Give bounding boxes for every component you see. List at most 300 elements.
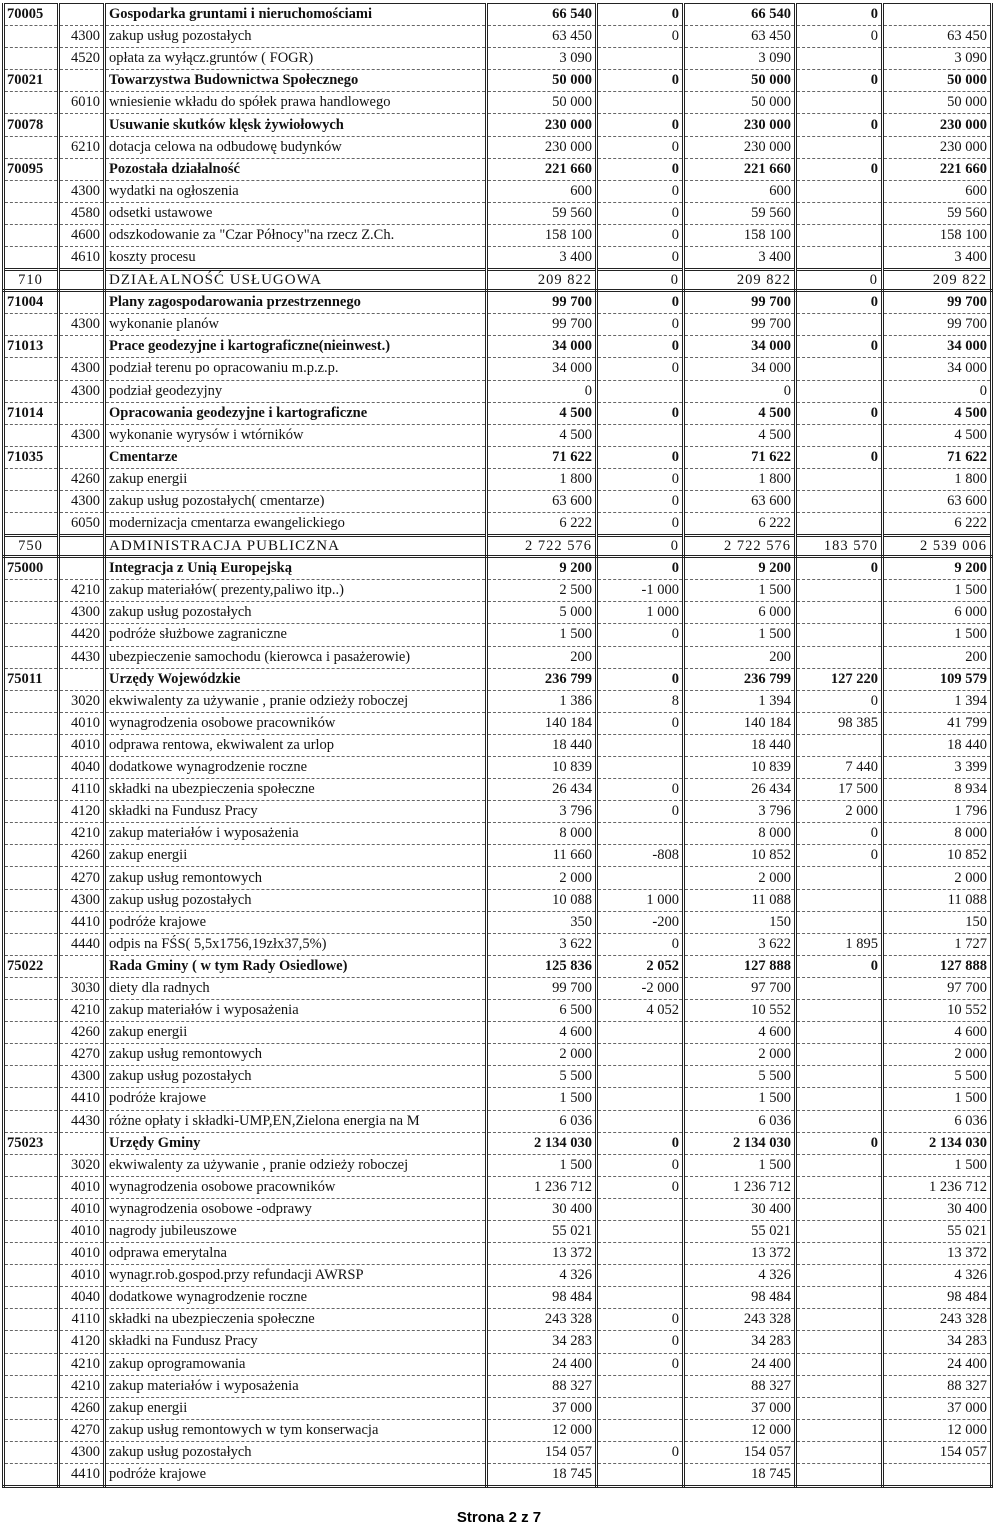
plan-after-change-cell: 6 222 (684, 513, 796, 536)
plan-amount-cell: 5 000 (487, 602, 597, 624)
description-cell: zakup energii (105, 1397, 487, 1419)
section-number-cell (4, 92, 59, 114)
section-number-cell (4, 1220, 59, 1242)
change-amount-cell: 0 (597, 202, 684, 224)
section-number-cell: 71035 (4, 446, 59, 468)
table-row (4, 690, 992, 712)
section-row (4, 270, 992, 291)
paragraph-code-cell: 3020 (59, 1154, 105, 1176)
chapter-row (4, 402, 992, 424)
plan-after-change-cell: 4 500 (684, 402, 796, 424)
chapter-row (4, 158, 992, 180)
description-cell: odprawa rentowa, ekwiwalent za urlop (105, 734, 487, 756)
table-row (4, 1088, 992, 1110)
paragraph-code-cell: 3030 (59, 977, 105, 999)
plan-after-change-cell: 50 000 (684, 92, 796, 114)
section-number-cell (4, 646, 59, 668)
salaries-amount-cell (796, 734, 883, 756)
plan-after-change-cell: 230 000 (684, 136, 796, 158)
table-row (4, 624, 992, 646)
paragraph-code-cell: 4260 (59, 468, 105, 490)
other-expenses-cell: 63 600 (883, 490, 992, 512)
description-cell: zakup energii (105, 1022, 487, 1044)
plan-amount-cell: 99 700 (487, 314, 597, 336)
change-amount-cell: 0 (597, 114, 684, 136)
salaries-amount-cell (796, 490, 883, 512)
salaries-amount-cell: 17 500 (796, 779, 883, 801)
plan-amount-cell: 4 500 (487, 402, 597, 424)
table-row (4, 468, 992, 490)
section-number-cell (4, 468, 59, 490)
other-expenses-cell: 4 500 (883, 424, 992, 446)
salaries-amount-cell: 0 (796, 557, 883, 580)
description-cell: zakup energii (105, 468, 487, 490)
plan-amount-cell: 230 000 (487, 114, 597, 136)
description-cell: podział geodezyjny (105, 380, 487, 402)
section-number-cell (4, 1353, 59, 1375)
plan-amount-cell: 37 000 (487, 1397, 597, 1419)
plan-amount-cell: 2 000 (487, 867, 597, 889)
section-number-cell (4, 1331, 59, 1353)
change-amount-cell (597, 1464, 684, 1487)
description-cell: zakup materiałów i wyposażenia (105, 823, 487, 845)
change-amount-cell: -2 000 (597, 977, 684, 999)
section-number-cell (4, 734, 59, 756)
plan-after-change-cell: 127 888 (684, 955, 796, 977)
description-cell: dotacja celowa na odbudowę budynków (105, 136, 487, 158)
plan-amount-cell: 1 500 (487, 1154, 597, 1176)
change-amount-cell: 0 (597, 624, 684, 646)
section-number-cell (4, 224, 59, 246)
section-number-cell (4, 1198, 59, 1220)
salaries-amount-cell: 0 (796, 955, 883, 977)
description-cell: zakup usług pozostałych (105, 889, 487, 911)
plan-after-change-cell: 59 560 (684, 202, 796, 224)
salaries-amount-cell: 0 (796, 26, 883, 48)
paragraph-code-cell: 4300 (59, 380, 105, 402)
section-number-cell: 710 (4, 270, 59, 291)
other-expenses-cell (883, 1464, 992, 1487)
paragraph-code-cell: 4010 (59, 734, 105, 756)
plan-after-change-cell: 30 400 (684, 1198, 796, 1220)
change-amount-cell: 0 (597, 4, 684, 26)
description-cell: opłata za wyłącz.gruntów ( FOGR) (105, 48, 487, 70)
other-expenses-cell: 97 700 (883, 977, 992, 999)
other-expenses-cell: 5 500 (883, 1066, 992, 1088)
change-amount-cell: 8 (597, 690, 684, 712)
change-amount-cell (597, 1044, 684, 1066)
paragraph-code-cell: 4300 (59, 424, 105, 446)
plan-amount-cell: 600 (487, 180, 597, 202)
other-expenses-cell: 1 500 (883, 624, 992, 646)
other-expenses-cell (883, 4, 992, 26)
plan-amount-cell: 2 500 (487, 580, 597, 602)
description-cell: Gospodarka gruntami i nieruchomościami (105, 4, 487, 26)
plan-amount-cell: 9 200 (487, 557, 597, 580)
salaries-amount-cell (796, 1419, 883, 1441)
plan-after-change-cell: 6 036 (684, 1110, 796, 1132)
paragraph-code-cell: 4210 (59, 823, 105, 845)
description-cell: wynagrodzenia osobowe pracowników (105, 712, 487, 734)
description-cell: zakup usług pozostałych (105, 1066, 487, 1088)
table-row (4, 1464, 992, 1487)
salaries-amount-cell (796, 1309, 883, 1331)
paragraph-code-cell: 4300 (59, 1441, 105, 1463)
change-amount-cell: 0 (597, 933, 684, 955)
plan-after-change-cell: 140 184 (684, 712, 796, 734)
paragraph-code-cell (59, 114, 105, 136)
change-amount-cell: 0 (597, 358, 684, 380)
paragraph-code-cell: 4580 (59, 202, 105, 224)
plan-amount-cell: 1 500 (487, 624, 597, 646)
plan-amount-cell: 10 088 (487, 889, 597, 911)
other-expenses-cell: 12 000 (883, 1419, 992, 1441)
plan-amount-cell: 50 000 (487, 70, 597, 92)
paragraph-code-cell: 4520 (59, 48, 105, 70)
change-amount-cell (597, 1375, 684, 1397)
salaries-amount-cell: 127 220 (796, 668, 883, 690)
salaries-amount-cell (796, 624, 883, 646)
description-cell: Pozostała działalność (105, 158, 487, 180)
description-cell: podróże krajowe (105, 1464, 487, 1487)
paragraph-code-cell: 6010 (59, 92, 105, 114)
plan-amount-cell: 236 799 (487, 668, 597, 690)
change-amount-cell (597, 1397, 684, 1419)
description-cell: Urzędy Wojewódzkie (105, 668, 487, 690)
section-number-cell (4, 1243, 59, 1265)
salaries-amount-cell: 0 (796, 70, 883, 92)
paragraph-code-cell: 4300 (59, 358, 105, 380)
description-cell: składki na Fundusz Pracy (105, 801, 487, 823)
salaries-amount-cell (796, 977, 883, 999)
paragraph-code-cell: 4300 (59, 490, 105, 512)
other-expenses-cell: 6 036 (883, 1110, 992, 1132)
plan-after-change-cell: 63 600 (684, 490, 796, 512)
section-number-cell (4, 1265, 59, 1287)
salaries-amount-cell (796, 247, 883, 270)
section-number-cell: 71013 (4, 336, 59, 358)
description-cell: ADMINISTRACJA PUBLICZNA (105, 536, 487, 557)
description-cell: zakup materiałów( prezenty,paliwo itp..) (105, 580, 487, 602)
salaries-amount-cell: 0 (796, 291, 883, 314)
table-row (4, 1287, 992, 1309)
other-expenses-cell: 41 799 (883, 712, 992, 734)
other-expenses-cell: 30 400 (883, 1198, 992, 1220)
salaries-amount-cell: 0 (796, 114, 883, 136)
plan-after-change-cell: 4 500 (684, 424, 796, 446)
other-expenses-cell: 230 000 (883, 114, 992, 136)
description-cell: Cmentarze (105, 446, 487, 468)
section-number-cell (4, 1464, 59, 1487)
description-cell: nagrody jubileuszowe (105, 1220, 487, 1242)
change-amount-cell: 0 (597, 402, 684, 424)
plan-after-change-cell: 150 (684, 911, 796, 933)
salaries-amount-cell: 2 000 (796, 801, 883, 823)
table-row (4, 646, 992, 668)
paragraph-code-cell: 4420 (59, 624, 105, 646)
table-row (4, 757, 992, 779)
section-number-cell (4, 690, 59, 712)
paragraph-code-cell (59, 336, 105, 358)
section-number-cell (4, 1022, 59, 1044)
plan-after-change-cell: 1 500 (684, 1088, 796, 1110)
change-amount-cell: 0 (597, 490, 684, 512)
other-expenses-cell: 10 552 (883, 1000, 992, 1022)
description-cell: składki na Fundusz Pracy (105, 1331, 487, 1353)
section-number-cell (4, 48, 59, 70)
plan-after-change-cell: 236 799 (684, 668, 796, 690)
section-number-cell (4, 314, 59, 336)
salaries-amount-cell (796, 1287, 883, 1309)
description-cell: podróże krajowe (105, 911, 487, 933)
description-cell: podział terenu po opracowaniu m.p.z.p. (105, 358, 487, 380)
plan-after-change-cell: 2 722 576 (684, 536, 796, 557)
description-cell: ekwiwalenty za używanie , pranie odzieży roboczej (105, 1154, 487, 1176)
change-amount-cell: 0 (597, 1176, 684, 1198)
other-expenses-cell: 18 440 (883, 734, 992, 756)
paragraph-code-cell (59, 536, 105, 557)
salaries-amount-cell (796, 424, 883, 446)
other-expenses-cell: 11 088 (883, 889, 992, 911)
change-amount-cell: 0 (597, 1132, 684, 1154)
other-expenses-cell: 1 727 (883, 933, 992, 955)
section-number-cell (4, 1309, 59, 1331)
paragraph-code-cell (59, 668, 105, 690)
table-row (4, 889, 992, 911)
salaries-amount-cell (796, 513, 883, 536)
paragraph-code-cell: 4010 (59, 1198, 105, 1220)
plan-amount-cell: 230 000 (487, 136, 597, 158)
description-cell: różne opłaty i składki-UMP,EN,Zielona energia na M (105, 1110, 487, 1132)
other-expenses-cell: 4 326 (883, 1265, 992, 1287)
table-row (4, 1353, 992, 1375)
salaries-amount-cell: 0 (796, 270, 883, 291)
plan-amount-cell: 209 822 (487, 270, 597, 291)
salaries-amount-cell (796, 1375, 883, 1397)
other-expenses-cell: 2 539 006 (883, 536, 992, 557)
plan-amount-cell: 200 (487, 646, 597, 668)
section-number-cell: 75023 (4, 1132, 59, 1154)
paragraph-code-cell: 4410 (59, 1088, 105, 1110)
table-row (4, 1044, 992, 1066)
section-number-cell (4, 180, 59, 202)
plan-amount-cell: 6 500 (487, 1000, 597, 1022)
table-row (4, 490, 992, 512)
plan-after-change-cell: 12 000 (684, 1419, 796, 1441)
table-row (4, 823, 992, 845)
salaries-amount-cell: 0 (796, 446, 883, 468)
plan-after-change-cell: 209 822 (684, 270, 796, 291)
other-expenses-cell: 6 000 (883, 602, 992, 624)
change-amount-cell: 0 (597, 1309, 684, 1331)
table-row (4, 1176, 992, 1198)
section-number-cell (4, 757, 59, 779)
table-row (4, 1419, 992, 1441)
change-amount-cell: 0 (597, 247, 684, 270)
plan-amount-cell: 71 622 (487, 446, 597, 468)
table-row (4, 1198, 992, 1220)
description-cell: Rada Gminy ( w tym Rady Osiedlowe) (105, 955, 487, 977)
change-amount-cell (597, 1110, 684, 1132)
plan-after-change-cell: 10 552 (684, 1000, 796, 1022)
paragraph-code-cell: 4210 (59, 1375, 105, 1397)
section-number-cell (4, 580, 59, 602)
table-row (4, 136, 992, 158)
change-amount-cell (597, 1022, 684, 1044)
change-amount-cell: 0 (597, 446, 684, 468)
other-expenses-cell: 1 500 (883, 1154, 992, 1176)
chapter-row (4, 4, 992, 26)
description-cell: ubezpieczenie samochodu (kierowca i pasażerowie) (105, 646, 487, 668)
description-cell: ekwiwalenty za używanie , pranie odzieży roboczej (105, 690, 487, 712)
table-row (4, 801, 992, 823)
plan-amount-cell: 140 184 (487, 712, 597, 734)
description-cell: Prace geodezyjne i kartograficzne(nieinwest.) (105, 336, 487, 358)
section-number-cell (4, 1154, 59, 1176)
description-cell: Plany zagospodarowania przestrzennego (105, 291, 487, 314)
other-expenses-cell: 4 500 (883, 402, 992, 424)
salaries-amount-cell (796, 1088, 883, 1110)
plan-after-change-cell: 99 700 (684, 314, 796, 336)
section-number-cell (4, 801, 59, 823)
other-expenses-cell: 230 000 (883, 136, 992, 158)
other-expenses-cell: 0 (883, 380, 992, 402)
description-cell: odsetki ustawowe (105, 202, 487, 224)
plan-after-change-cell: 1 500 (684, 580, 796, 602)
salaries-amount-cell: 0 (796, 823, 883, 845)
chapter-row (4, 446, 992, 468)
change-amount-cell (597, 1198, 684, 1220)
change-amount-cell: 0 (597, 270, 684, 291)
table-row (4, 1397, 992, 1419)
change-amount-cell: 0 (597, 224, 684, 246)
table-row (4, 247, 992, 270)
plan-after-change-cell: 1 500 (684, 1154, 796, 1176)
change-amount-cell (597, 867, 684, 889)
paragraph-code-cell: 6210 (59, 136, 105, 158)
plan-after-change-cell: 11 088 (684, 889, 796, 911)
salaries-amount-cell (796, 380, 883, 402)
other-expenses-cell: 150 (883, 911, 992, 933)
description-cell: podróże służbowe zagraniczne (105, 624, 487, 646)
table-row (4, 1220, 992, 1242)
plan-amount-cell: 18 745 (487, 1464, 597, 1487)
description-cell: składki na ubezpieczenia społeczne (105, 1309, 487, 1331)
other-expenses-cell: 55 021 (883, 1220, 992, 1242)
other-expenses-cell: 1 500 (883, 1088, 992, 1110)
salaries-amount-cell (796, 1353, 883, 1375)
description-cell: wniesienie wkładu do spółek prawa handlowego (105, 92, 487, 114)
paragraph-code-cell: 4120 (59, 801, 105, 823)
change-amount-cell: 0 (597, 336, 684, 358)
change-amount-cell (597, 1287, 684, 1309)
other-expenses-cell: 3 400 (883, 247, 992, 270)
plan-after-change-cell: 200 (684, 646, 796, 668)
plan-after-change-cell: 3 400 (684, 247, 796, 270)
change-amount-cell: 2 052 (597, 955, 684, 977)
paragraph-code-cell: 4410 (59, 911, 105, 933)
salaries-amount-cell (796, 1044, 883, 1066)
paragraph-code-cell: 4270 (59, 1419, 105, 1441)
change-amount-cell: 0 (597, 1331, 684, 1353)
section-number-cell: 71004 (4, 291, 59, 314)
section-number-cell (4, 1088, 59, 1110)
section-number-cell (4, 1375, 59, 1397)
description-cell: dodatkowe wynagrodzenie roczne (105, 1287, 487, 1309)
section-number-cell (4, 1044, 59, 1066)
paragraph-code-cell (59, 270, 105, 291)
other-expenses-cell: 3 399 (883, 757, 992, 779)
section-number-cell (4, 602, 59, 624)
other-expenses-cell: 2 000 (883, 867, 992, 889)
section-number-cell: 75011 (4, 668, 59, 690)
salaries-amount-cell (796, 580, 883, 602)
other-expenses-cell: 24 400 (883, 1353, 992, 1375)
paragraph-code-cell: 4440 (59, 933, 105, 955)
table-row (4, 224, 992, 246)
plan-after-change-cell: 26 434 (684, 779, 796, 801)
plan-after-change-cell: 24 400 (684, 1353, 796, 1375)
description-cell: Opracowania geodezyjne i kartograficzne (105, 402, 487, 424)
plan-amount-cell: 98 484 (487, 1287, 597, 1309)
change-amount-cell: 0 (597, 180, 684, 202)
change-amount-cell: 0 (597, 468, 684, 490)
salaries-amount-cell (796, 1397, 883, 1419)
plan-amount-cell: 88 327 (487, 1375, 597, 1397)
change-amount-cell: 0 (597, 158, 684, 180)
other-expenses-cell: 127 888 (883, 955, 992, 977)
change-amount-cell: 0 (597, 314, 684, 336)
other-expenses-cell: 243 328 (883, 1309, 992, 1331)
plan-amount-cell: 18 440 (487, 734, 597, 756)
section-number-cell (4, 358, 59, 380)
salaries-amount-cell (796, 468, 883, 490)
plan-after-change-cell: 10 852 (684, 845, 796, 867)
salaries-amount-cell: 98 385 (796, 712, 883, 734)
paragraph-code-cell (59, 955, 105, 977)
table-row (4, 314, 992, 336)
other-expenses-cell: 99 700 (883, 314, 992, 336)
salaries-amount-cell (796, 1441, 883, 1463)
paragraph-code-cell: 4260 (59, 1397, 105, 1419)
description-cell: odszkodowanie za "Czar Północy"na rzecz Z.Ch. (105, 224, 487, 246)
salaries-amount-cell (796, 314, 883, 336)
table-row (4, 1441, 992, 1463)
other-expenses-cell: 9 200 (883, 557, 992, 580)
paragraph-code-cell (59, 446, 105, 468)
page-number: Strona 2 z 7 (456, 1509, 542, 1526)
change-amount-cell (597, 757, 684, 779)
section-number-cell (4, 490, 59, 512)
section-number-cell: 75000 (4, 557, 59, 580)
change-amount-cell (597, 823, 684, 845)
plan-amount-cell: 4 326 (487, 1265, 597, 1287)
section-number-cell (4, 823, 59, 845)
plan-amount-cell: 30 400 (487, 1198, 597, 1220)
plan-amount-cell: 6 036 (487, 1110, 597, 1132)
change-amount-cell (597, 92, 684, 114)
table-row (4, 513, 992, 536)
change-amount-cell (597, 1243, 684, 1265)
change-amount-cell: -200 (597, 911, 684, 933)
section-number-cell (4, 424, 59, 446)
change-amount-cell (597, 424, 684, 446)
plan-amount-cell: 2 134 030 (487, 1132, 597, 1154)
plan-after-change-cell: 8 000 (684, 823, 796, 845)
plan-after-change-cell: 13 372 (684, 1243, 796, 1265)
plan-after-change-cell: 2 134 030 (684, 1132, 796, 1154)
plan-after-change-cell: 6 000 (684, 602, 796, 624)
